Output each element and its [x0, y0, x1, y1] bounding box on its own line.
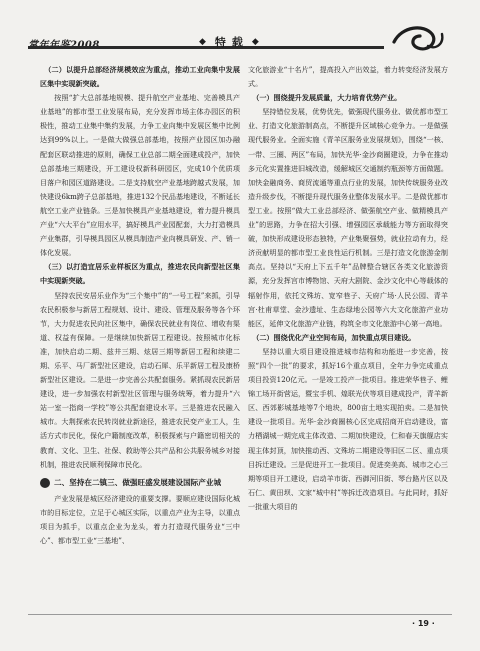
- page-number: · 19 ·: [412, 619, 435, 628]
- section-char-2: 载: [231, 36, 249, 49]
- paragraph: 坚持农民安居乐业作为“三个集中”的“一号工程”来抓，引导农民积极参与新居工程规划、设计、建设、管理及服务等各个环节，大力促进农民向社区集中，确保农民就业有岗位、增收有渠道、权益有保障。一是继续加快新居工程建设。按照城市化标准，加快启动二期、兹井三期、炫居三期等新居工程和续建二期、乐平、马厂新型社区建设，启动石犀、乐平新居工程及康桥新型社区建设。二是进一步完善公共配套服务。紧抓现农民新居建设，进一步加强农村新型社区管理与服务统筹，着力提升“六站一室一指商一学校”等公共配套建设水平。三是推进农民融入城市。大荆探索农民转岗就业新途径，推进农民变产业工人，生活方式市民化，保化户籍制度改革，积极探索与户籍密切相关的教育、文化、卫生、社保、救助等公共产品和公共服务城乡对接机制，推进农民顺利保障市民化。: [40, 290, 240, 469]
- left-column: [40, 63, 240, 548]
- paragraph: 坚持错位发展，优势优先，做强现代服务业、做优都市型工业、打造文化旅游制高点，不断提升区域核心竞争力。一是做强现代服务业。全面实施《青羊区服务业发展规划》，围绕“一核、一带、三圈、两区”布局，加快光华·金沙商圈建设，力争在推动多元化实置推进旧城改造，缓解城区交通制约瓶颈等方面做题。加快金融商务、商贸流通等重点行业的发展，加快传统服务业改造升级步伐，不断提升现代服务业整体发展水平。二是做优都市型工业。按照“做大工业总部经济、做强航空产业、做精模具产业”的思路，力争在招大引强、增强园区承载能力等方面取得突破，加快形成建设形态独特，产业集聚强势，就业拉动有力，经济贡献明显的都市型工业良性运行机制。三是打造文化旅游金制高点。坚持以“天府上下五千年”品牌整合辖区各类文化旅游资源，充分发挥宫市博物馆、天府大剧院、金沙文化中心等载体的辐射作用，依托文殊坊、宽窄巷子、天府广场·人民公园、青羊宫·杜甫草堂、金沙遗址、生态绿地公园等六大文化旅游产业功能区，延伸文化旅游产业链，构筑全市文化旅游中心第一高地。: [248, 107, 448, 328]
- section-char-1: 特: [214, 36, 232, 49]
- swirl-logo-icon: [388, 20, 448, 56]
- paragraph: 文化旅游业“十名片”，提高投入产出效益，着力转变经济发展方式。: [248, 65, 448, 89]
- subsection-heading: （三）以打造宜居乐业样板区为重点，推进农民向新型社区集中实现新突破。: [40, 262, 240, 286]
- diamond-icon: ◆: [199, 37, 212, 47]
- section-heading: [40, 476, 240, 490]
- subsection-heading: （二）围绕优化产业空间布局，加快重点项目建设。: [252, 332, 416, 342]
- paragraph: 产业发展是城区经济建设的重要支撑。要顺应建设国际化城市的目标定位，立足于心城区实际，以重点产业为主导，以重点项目为抓手，以重点企业为龙头，着力打造现代服务业“三中心”、都市型工业“三基地”、: [40, 493, 240, 546]
- footer-rule: [28, 614, 452, 615]
- subsection-heading: （一）围绕提升发展质量，大力培育优势产业。: [252, 93, 402, 103]
- page-header: [0, 0, 480, 56]
- paragraph: 按照“扩大总部基地规模、提升航空产业基地、完善模具产业基地”的都市型工业发展布局，充分发挥市场主体办园区的积极性，推动工业集中集约发展，力争工业向集中发展区集中比例达到99%以上。一是做大做强总部基地，按照产业园区加办融配套区联动推进的原则，确保工业总部二期全面建成投产，加快总部基地三期建设，开工建设权新科研园区，完成10个优质项目落户和园区道路建设。二是支持航空产业基地跨越式发展，加快建设6km跨子总部基地，推进132个民品基地建设，不断延长航空工业产业链条。三是加快模具产业基地建设，着力提升模具产业“六大平台”应用水平，搞好模具产业园配套，大力打造模具产业集群，引导模具园区从模具制造产业向模具研发、产、销一体化发展。: [40, 93, 240, 258]
- paragraph: 坚持以重大项目建设推进城市结构和功能进一步完善，按照“四个一批”的要求，抓好16个重点项目，全年力争完成重点项目投资120亿元。一是竣工投产一批项目。推进荣华巷子、鲤锦工场开街营运，暨宝手机、煌联光伏等项目建成投产，青羊新区、西郊影城基地等7个地块，800亩土地实现拍卖。二是加快建设一批项目。光华·金沙商圈核心区完成招商开启动建设，富力栖湖城一期完成主体改造、二期加快建设，仁和春天旗舰店实现主体封顶，加快推动西、文殊坊二期建设等旧区二区、重点项目拆迁建设。三是促进开工一批项目。促进奕美高、城市之心三期等项目开工建设，启动羊市街、西御河旧街、琴台路片区以及石仁、黄田坝、文家“城中村”等拆迁改造项目。与此同时，抓好一批重大项目的: [248, 346, 448, 511]
- right-column: [248, 63, 448, 514]
- diamond-icon: ◆: [251, 37, 265, 47]
- section-title: [196, 34, 268, 50]
- section-heading-text: 二、坚持在二镇三、做强旺盛发展建设国际产业城: [54, 477, 222, 487]
- subsection-heading: （二）以提升总部经济规模效应为重点，推动工业向集中发展区集中实现新突破。: [40, 65, 240, 89]
- bullet-badge-icon: [40, 478, 50, 488]
